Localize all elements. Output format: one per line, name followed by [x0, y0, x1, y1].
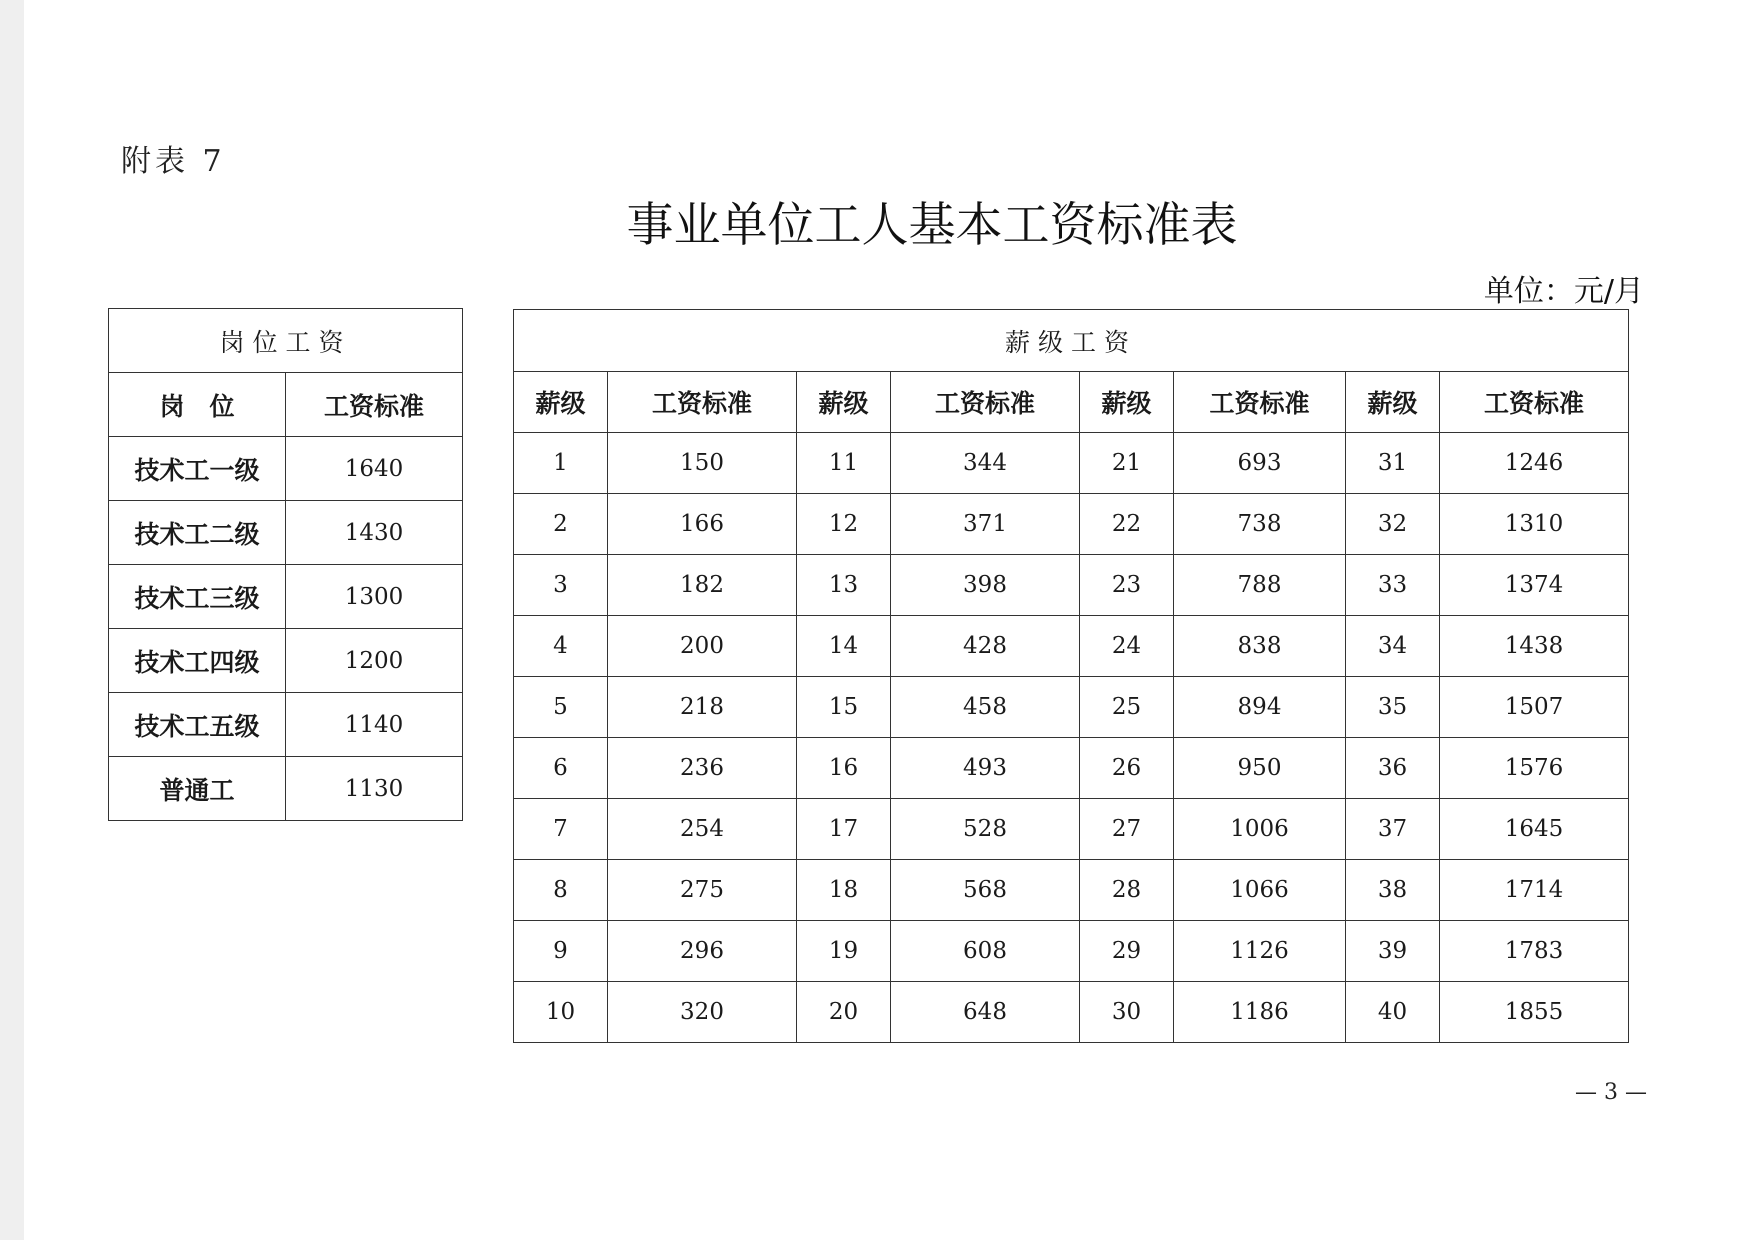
grade-standard: 1576: [1440, 738, 1629, 799]
grade-number: 12: [797, 494, 891, 555]
table-row: [514, 616, 1629, 677]
grade-standard: 1186: [1174, 982, 1346, 1043]
table-row: [514, 921, 1629, 982]
grade-number: 8: [514, 860, 608, 921]
table-row: [109, 693, 463, 757]
grade-number: 37: [1346, 799, 1440, 860]
table-row: [109, 437, 463, 501]
grade-number: 26: [1080, 738, 1174, 799]
post-column-header: 岗 位: [109, 373, 286, 437]
grade-standard: 1438: [1440, 616, 1629, 677]
post-wage-header: 岗位工资: [109, 309, 463, 373]
grade-number: 17: [797, 799, 891, 860]
grade-standard: 218: [608, 677, 797, 738]
grade-standard: 371: [891, 494, 1080, 555]
page-title: [0, 188, 1754, 255]
grade-number: 31: [1346, 433, 1440, 494]
grade-standard: 1066: [1174, 860, 1346, 921]
grade-number: 4: [514, 616, 608, 677]
grade-number: 33: [1346, 555, 1440, 616]
grade-standard-column-header: 工资标准: [608, 372, 797, 433]
grade-number: 5: [514, 677, 608, 738]
grade-number: 2: [514, 494, 608, 555]
grade-number: 15: [797, 677, 891, 738]
grade-number: 38: [1346, 860, 1440, 921]
grade-column-header: 薪级: [797, 372, 891, 433]
grade-number: 30: [1080, 982, 1174, 1043]
table-row: [514, 433, 1629, 494]
grade-standard: 1246: [1440, 433, 1629, 494]
grade-number: 29: [1080, 921, 1174, 982]
grade-standard: 838: [1174, 616, 1346, 677]
attachment-label: 附表 7: [121, 144, 226, 179]
grade-standard: 1645: [1440, 799, 1629, 860]
post-standard: 1430: [286, 501, 463, 565]
grade-standard: 608: [891, 921, 1080, 982]
grade-standard: 1310: [1440, 494, 1629, 555]
table-row: [109, 757, 463, 821]
grade-column-header: 薪级: [514, 372, 608, 433]
grade-number: 13: [797, 555, 891, 616]
table-row: [514, 860, 1629, 921]
grade-standard: 344: [891, 433, 1080, 494]
grade-standard: 254: [608, 799, 797, 860]
grade-standard: 1714: [1440, 860, 1629, 921]
table-row: [109, 501, 463, 565]
grade-standard: 320: [608, 982, 797, 1043]
grade-number: 20: [797, 982, 891, 1043]
post-standard: 1300: [286, 565, 463, 629]
grade-number: 19: [797, 921, 891, 982]
grade-standard-column-header: 工资标准: [1440, 372, 1629, 433]
grade-standard: 894: [1174, 677, 1346, 738]
grade-number: 25: [1080, 677, 1174, 738]
grade-standard: 275: [608, 860, 797, 921]
unit-label: 单位：元/月: [1483, 274, 1644, 309]
grade-number: 9: [514, 921, 608, 982]
grade-standard: 1855: [1440, 982, 1629, 1043]
post-standard: 1200: [286, 629, 463, 693]
post-standard: 1130: [286, 757, 463, 821]
table-row: [514, 555, 1629, 616]
grade-standard: 398: [891, 555, 1080, 616]
table-row: [109, 565, 463, 629]
table-row: [109, 629, 463, 693]
page-title-text: 事业单位工人基本工资标准表: [626, 198, 1238, 253]
grade-standard: 1374: [1440, 555, 1629, 616]
grade-standard: 693: [1174, 433, 1346, 494]
grade-standard: 568: [891, 860, 1080, 921]
grade-number: 24: [1080, 616, 1174, 677]
grade-standard: 428: [891, 616, 1080, 677]
grade-standard-column-header: 工资标准: [891, 372, 1080, 433]
table-row: [514, 677, 1629, 738]
grade-number: 10: [514, 982, 608, 1043]
post-standard: 1140: [286, 693, 463, 757]
post-standard-column-header: 工资标准: [286, 373, 463, 437]
grade-standard: 182: [608, 555, 797, 616]
table-row: [514, 494, 1629, 555]
grade-number: 21: [1080, 433, 1174, 494]
grade-number: 28: [1080, 860, 1174, 921]
grade-standard: 738: [1174, 494, 1346, 555]
grade-number: 11: [797, 433, 891, 494]
grade-number: 27: [1080, 799, 1174, 860]
grade-standard: 236: [608, 738, 797, 799]
grade-standard: 1783: [1440, 921, 1629, 982]
grade-standard: 528: [891, 799, 1080, 860]
grade-wage-header: 薪级工资: [514, 310, 1629, 372]
grade-standard: 296: [608, 921, 797, 982]
grade-number: 7: [514, 799, 608, 860]
grade-standard: 1507: [1440, 677, 1629, 738]
post-name: 技术工二级: [109, 501, 286, 565]
table-row: [514, 799, 1629, 860]
page-edge: [0, 0, 24, 1240]
grade-number: 36: [1346, 738, 1440, 799]
grade-standard: 150: [608, 433, 797, 494]
grade-standard-column-header: 工资标准: [1174, 372, 1346, 433]
page-number: — 3 —: [1575, 1080, 1647, 1105]
grade-number: 39: [1346, 921, 1440, 982]
table-row: [514, 982, 1629, 1043]
grade-standard: 200: [608, 616, 797, 677]
table-row: [514, 738, 1629, 799]
grade-standard: 648: [891, 982, 1080, 1043]
grade-number: 18: [797, 860, 891, 921]
grade-number: 16: [797, 738, 891, 799]
grade-number: 3: [514, 555, 608, 616]
grade-number: 23: [1080, 555, 1174, 616]
grade-number: 14: [797, 616, 891, 677]
grade-column-header: 薪级: [1080, 372, 1174, 433]
grade-number: 1: [514, 433, 608, 494]
post-name: 技术工五级: [109, 693, 286, 757]
grade-number: 6: [514, 738, 608, 799]
grade-wage-table: [513, 309, 1629, 1043]
post-standard: 1640: [286, 437, 463, 501]
grade-number: 35: [1346, 677, 1440, 738]
grade-standard: 788: [1174, 555, 1346, 616]
post-name: 普通工: [109, 757, 286, 821]
post-wage-table: [108, 308, 463, 821]
grade-standard: 1006: [1174, 799, 1346, 860]
grade-standard: 458: [891, 677, 1080, 738]
grade-number: 40: [1346, 982, 1440, 1043]
grade-column-header: 薪级: [1346, 372, 1440, 433]
grade-standard: 166: [608, 494, 797, 555]
grade-number: 32: [1346, 494, 1440, 555]
grade-standard: 950: [1174, 738, 1346, 799]
grade-standard: 1126: [1174, 921, 1346, 982]
post-name: 技术工三级: [109, 565, 286, 629]
grade-standard: 493: [891, 738, 1080, 799]
grade-number: 22: [1080, 494, 1174, 555]
post-name: 技术工四级: [109, 629, 286, 693]
grade-number: 34: [1346, 616, 1440, 677]
post-name: 技术工一级: [109, 437, 286, 501]
